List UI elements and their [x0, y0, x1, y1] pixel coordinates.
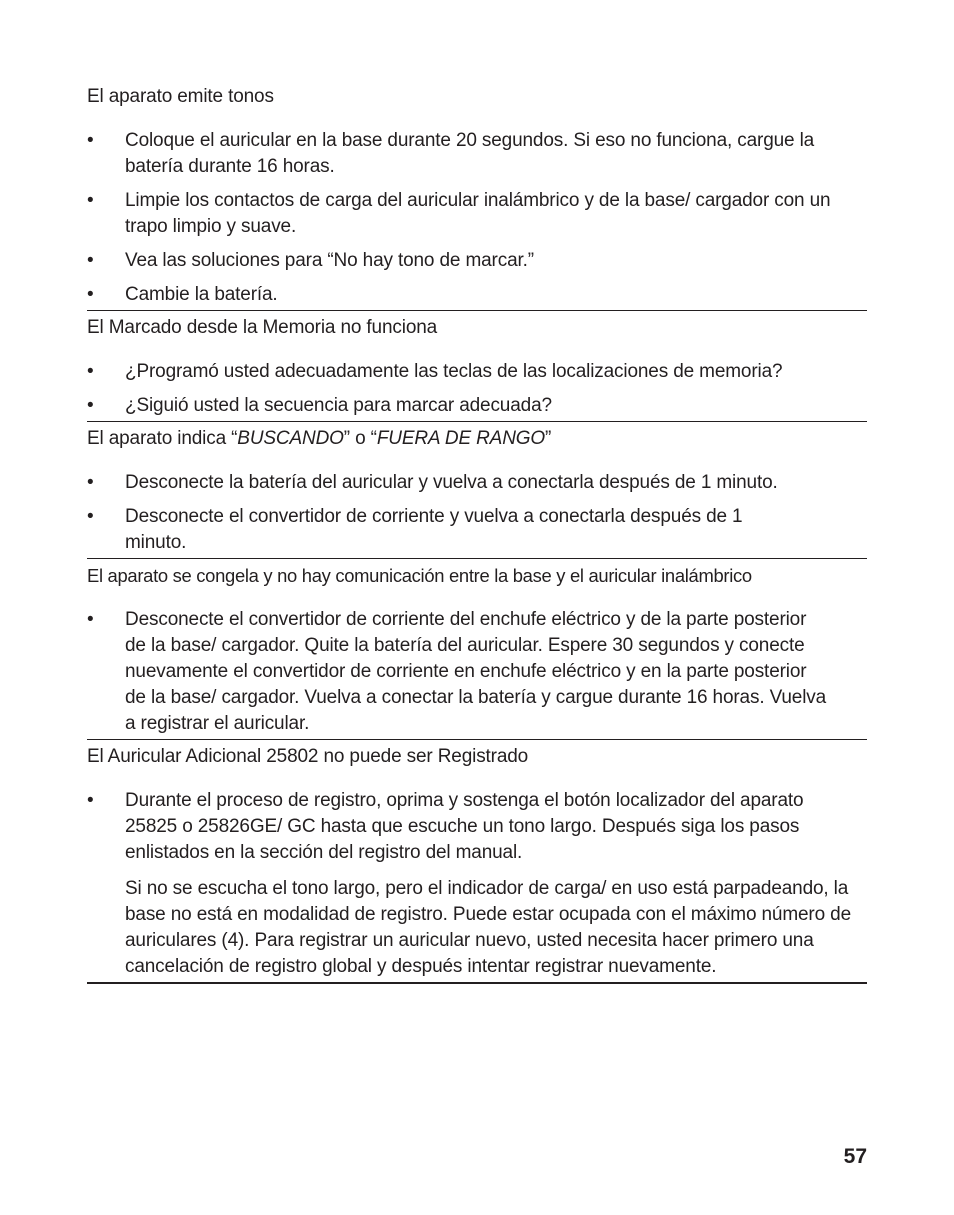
registration-note: Si no se escucha el tono largo, pero el indicador de carga/ en uso está parpadeando, la base no está en modalidad de registro. Puede estar ocupada con el máximo número de auriculares (4). Para registrar un auricular nuevo, usted necesita hacer primero una cancelación de registro global y después intentar registrar nuevamente. — [125, 878, 851, 977]
section-memory-dialing — [87, 311, 867, 422]
bullet-list — [87, 128, 867, 308]
troubleshooting-page — [87, 84, 867, 984]
list-item: • Limpie los contactos de carga del auricular inalámbrico y de la base/ cargador con un trapo limpio y suave. — [87, 190, 831, 237]
bullet-icon: • — [87, 395, 94, 416]
list-item: • Coloque el auricular en la base durante 20 segundos. Si eso no funciona, cargue la batería durante 16 horas. — [87, 130, 815, 177]
bullet-list — [87, 359, 867, 419]
bullet-list — [87, 470, 867, 556]
bullet-icon: • — [87, 506, 94, 527]
section-frozen — [87, 559, 867, 740]
page-number: 57 — [843, 1145, 867, 1168]
term-fuera-de-rango: FUERA DE RANGO — [376, 428, 546, 449]
bullet-list — [87, 607, 867, 737]
bullet-list — [87, 788, 867, 866]
bullet-icon: • — [87, 609, 94, 630]
section-registration — [87, 740, 867, 984]
bullet-icon: • — [87, 250, 94, 271]
bullet-icon: • — [87, 190, 94, 211]
bullet-icon: • — [87, 361, 94, 382]
bullet-icon: • — [87, 130, 94, 151]
section-heading: El aparato emite tonos — [87, 86, 274, 107]
list-item: • Vea las soluciones para “No hay tono de marcar.” — [87, 248, 867, 274]
section-heading: El aparato indica “BUSCANDO” o “FUERA DE RANGO” — [87, 428, 552, 449]
section-heading: El aparato se congela y no hay comunicación entre la base y el auricular inalámbrico — [87, 565, 752, 586]
bullet-icon: • — [87, 790, 94, 811]
section-heading: El Marcado desde la Memoria no funciona — [87, 317, 438, 338]
list-item: • Desconecte el convertidor de corriente y vuelva a conectarla después de 1 minuto. — [87, 506, 743, 553]
bullet-icon: • — [87, 284, 94, 305]
list-item: • ¿Programó usted adecuadamente las teclas de las localizaciones de memoria? — [87, 359, 867, 385]
bullet-icon: • — [87, 472, 94, 493]
list-item: • Durante el proceso de registro, oprima y sostenga el botón localizador del aparato 25825 o 25826GE/ GC hasta que escuche un tono largo. Después siga los pasos enlistados en la sección del registro del manual. — [87, 790, 804, 863]
section-searching — [87, 422, 867, 559]
term-buscando: BUSCANDO — [237, 428, 344, 449]
list-item: • Desconecte la batería del auricular y vuelva a conectarla después de 1 minuto. — [87, 470, 867, 496]
list-item: • Cambie la batería. — [87, 282, 867, 308]
section-tones — [87, 84, 867, 311]
list-item: • Desconecte el convertidor de corriente del enchufe eléctrico y de la parte posterior de la base/ cargador. Quite la batería del auricular. Espere 30 segundos y conecte nuevamente el convertidor de corriente en enchufe eléctrico y en la parte posterior de la base/ cargador. Vuelva a conectar la batería y cargue durante 16 horas. Vuelva a registrar el auricular. — [87, 609, 827, 734]
section-heading: El Auricular Adicional 25802 no puede ser Registrado — [87, 746, 529, 767]
list-item: • ¿Siguió usted la secuencia para marcar adecuada? — [87, 393, 867, 419]
